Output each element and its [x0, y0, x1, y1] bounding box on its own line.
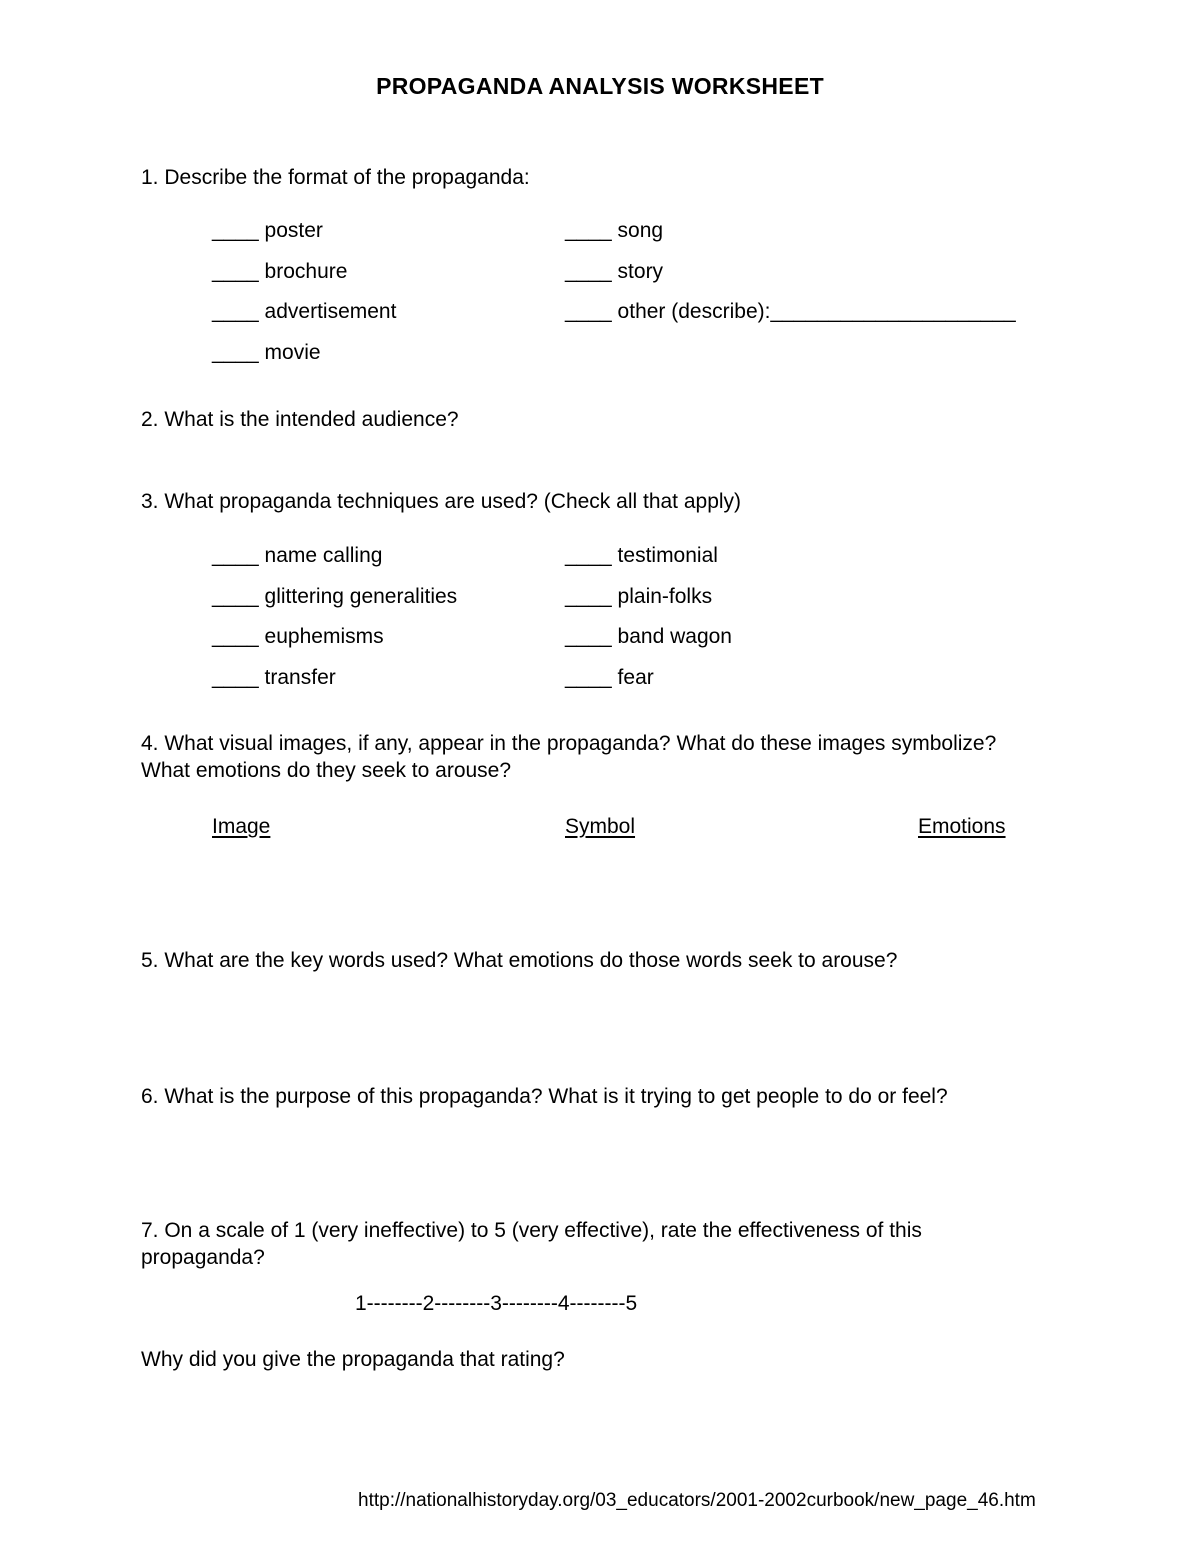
column-header-emotions: Emotions: [918, 815, 1006, 838]
format-option-movie: ____ movie: [212, 341, 321, 364]
technique-transfer: ____ transfer: [212, 666, 336, 689]
technique-plain-folks: ____ plain-folks: [565, 585, 713, 608]
format-option-story: ____ story: [565, 260, 664, 283]
technique-name-calling: ____ name calling: [212, 544, 383, 567]
question-6: 6. What is the purpose of this propaganda? What is it trying to get people to do or feel?: [141, 1085, 948, 1108]
question-3: 3. What propaganda techniques are used? (Check all that apply): [141, 490, 742, 513]
format-option-song: ____ song: [565, 219, 664, 242]
question-5: 5. What are the key words used? What emotions do those words seek to arouse?: [141, 949, 898, 972]
question-4: 4. What visual images, if any, appear in the propaganda? What do these images symbolize? What emotions do they seek to arouse?: [141, 732, 997, 782]
technique-glittering-generalities: ____ glittering generalities: [212, 585, 458, 608]
technique-fear: ____ fear: [565, 666, 654, 689]
column-header-symbol: Symbol: [565, 815, 636, 838]
format-option-poster: ____ poster: [212, 219, 323, 242]
format-option-advertisement: ____ advertisement: [212, 300, 397, 323]
question-1: 1. Describe the format of the propaganda:: [141, 166, 530, 189]
rating-scale: 1--------2--------3--------4--------5: [355, 1292, 638, 1315]
question-7: 7. On a scale of 1 (very ineffective) to 5 (very effective), rate the effectiveness of this propaganda?: [141, 1219, 922, 1269]
format-option-brochure: ____ brochure: [212, 260, 348, 283]
page-title: PROPAGANDA ANALYSIS WORKSHEET: [376, 73, 824, 99]
technique-testimonial: ____ testimonial: [565, 544, 718, 567]
technique-euphemisms: ____ euphemisms: [212, 625, 384, 648]
format-option-other: ____ other (describe):_____________________: [565, 300, 1016, 323]
rating-followup-question: Why did you give the propaganda that rating?: [141, 1348, 565, 1371]
question-2: 2. What is the intended audience?: [141, 408, 459, 431]
column-header-image: Image: [212, 815, 271, 838]
technique-band-wagon: ____ band wagon: [565, 625, 732, 648]
source-url: http://nationalhistoryday.org/03_educators/2001-2002curbook/new_page_46.htm: [358, 1490, 1036, 1511]
